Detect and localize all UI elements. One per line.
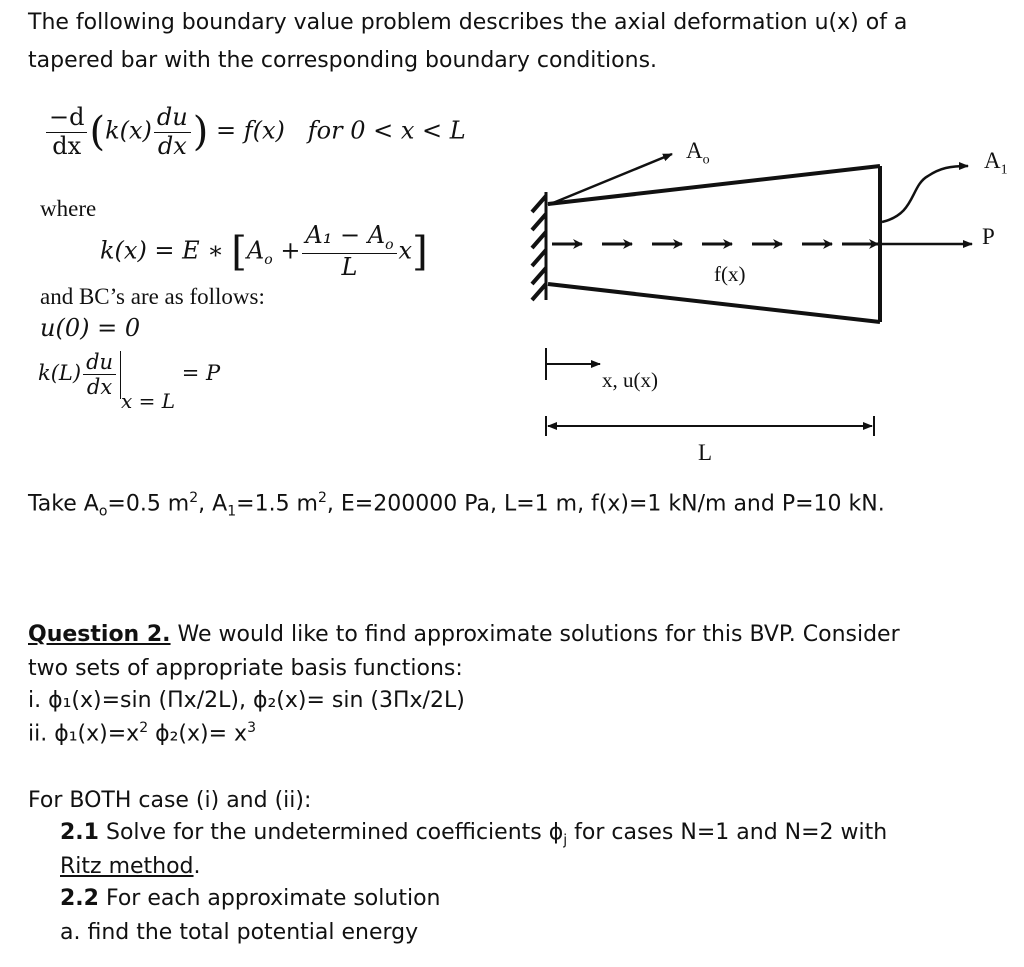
given-t3: , A <box>198 491 228 517</box>
given-p2: 2 <box>318 490 327 506</box>
label-a0-sub: o <box>702 152 710 168</box>
case-ii-a: ii. ϕ₁(x)=x <box>28 721 140 747</box>
tapered-bar-figure <box>0 0 1024 480</box>
bc2-dx: dx <box>86 375 113 400</box>
label-a1-text: A <box>984 148 1001 173</box>
case-ii <box>28 720 256 746</box>
given-t1: Take A <box>28 491 99 517</box>
q21-text2: for cases N=1 and N=2 with <box>567 820 888 845</box>
case-i: i. ϕ₁(x)=sin (Πx/2L), ϕ₂(x)= sin (3Πx/2L) <box>28 688 465 713</box>
ode-domain: for 0 < x < L <box>307 116 466 145</box>
kx-num: A₁ − A <box>305 221 386 249</box>
ode-dx2: dx <box>157 131 187 160</box>
stiffness-equation: k(x) = E ∗ [$A_o$ + $\frac{A_1 - A_o}{L}$ x] <box>100 221 428 281</box>
kx-x: x <box>398 236 413 265</box>
kx-plus: + <box>280 236 301 265</box>
q22-num: 2.2 <box>60 886 99 911</box>
kx-a0-sub: o <box>264 252 273 269</box>
intro-line-2: tapered bar with the corresponding boundary conditions. <box>28 48 658 73</box>
q21-num: 2.1 <box>60 820 99 845</box>
q22-text: For each approximate solution <box>98 886 441 911</box>
label-a0 <box>686 138 710 169</box>
label-fx: f(x) <box>714 262 746 286</box>
kx-den: L <box>341 252 358 281</box>
where-label: where <box>40 196 97 221</box>
bc2-kL: k(L) <box>38 361 82 386</box>
q22-line <box>60 886 440 911</box>
intro-line-1: The following boundary value problem describes the axial deformation u(x) of a <box>28 10 908 35</box>
bc2-du: du <box>83 350 116 375</box>
ode-dx: dx <box>52 131 82 160</box>
given-s2: 1 <box>227 503 237 520</box>
ode-du: du <box>154 104 191 133</box>
given-p1: 2 <box>189 490 199 506</box>
label-a0-text: A <box>686 138 703 163</box>
ode-minus-d: −d <box>46 104 87 133</box>
fixed-wall <box>532 192 546 300</box>
question-title: Question 2. <box>28 622 171 647</box>
q21-line <box>60 820 887 848</box>
length-dimension <box>546 416 874 436</box>
kx-lhs: k(x) = E ∗ <box>100 236 224 265</box>
given-s1: o <box>98 503 108 520</box>
label-l: L <box>698 440 713 465</box>
given-values <box>28 490 885 520</box>
label-a1-sub: 1 <box>1000 162 1008 178</box>
ode-rhs: = f(x) <box>215 116 285 145</box>
bc-1: u(0) = 0 <box>40 314 141 342</box>
question-text-2: two sets of appropriate basis functions: <box>28 656 463 681</box>
case-ii-sup2: 3 <box>247 720 256 736</box>
given-t2: =0.5 m <box>107 491 190 517</box>
case-ii-sup1: 2 <box>139 720 149 736</box>
bc2-at: x = L <box>121 389 176 414</box>
kx-a0: A <box>246 236 265 265</box>
ritz-method: Ritz method <box>60 854 194 879</box>
q21-dot: . <box>193 854 201 879</box>
question-a: a. find the total potential energy <box>60 920 419 945</box>
bc2-rhs: = P <box>181 361 221 386</box>
label-a1 <box>984 148 1008 179</box>
q21-sub: j <box>563 832 568 849</box>
label-xu: x, u(x) <box>602 368 658 392</box>
given-t4: =1.5 m <box>236 491 318 517</box>
question-text-1: We would like to find approximate solutions for this BVP. Consider <box>170 622 900 647</box>
a1-curved-arrow <box>882 166 968 222</box>
q21-ritz-line <box>60 854 201 879</box>
case-ii-b: ϕ₂(x)= x <box>148 721 248 747</box>
label-p: P <box>982 224 995 249</box>
both-cases-label: For BOTH case (i) and (ii): <box>28 788 312 813</box>
coordinate-arrow <box>546 348 600 380</box>
kx-num-sub: o <box>385 236 394 253</box>
question-line-1 <box>28 622 900 647</box>
ode-k: k(x) <box>105 116 152 145</box>
governing-equation: $\frac{-d}{dx}$ (k(x) $\frac{du}{dx}$ ) = f(x) for 0 < x < L <box>44 104 466 160</box>
given-t5: , E=200000 Pa, L=1 m, f(x)=1 kN/m and P=10 kN. <box>326 491 885 517</box>
bc-label: and BC’s are as follows: <box>40 284 265 309</box>
q21-text: Solve for the undetermined coefficients ϕ <box>98 820 564 845</box>
